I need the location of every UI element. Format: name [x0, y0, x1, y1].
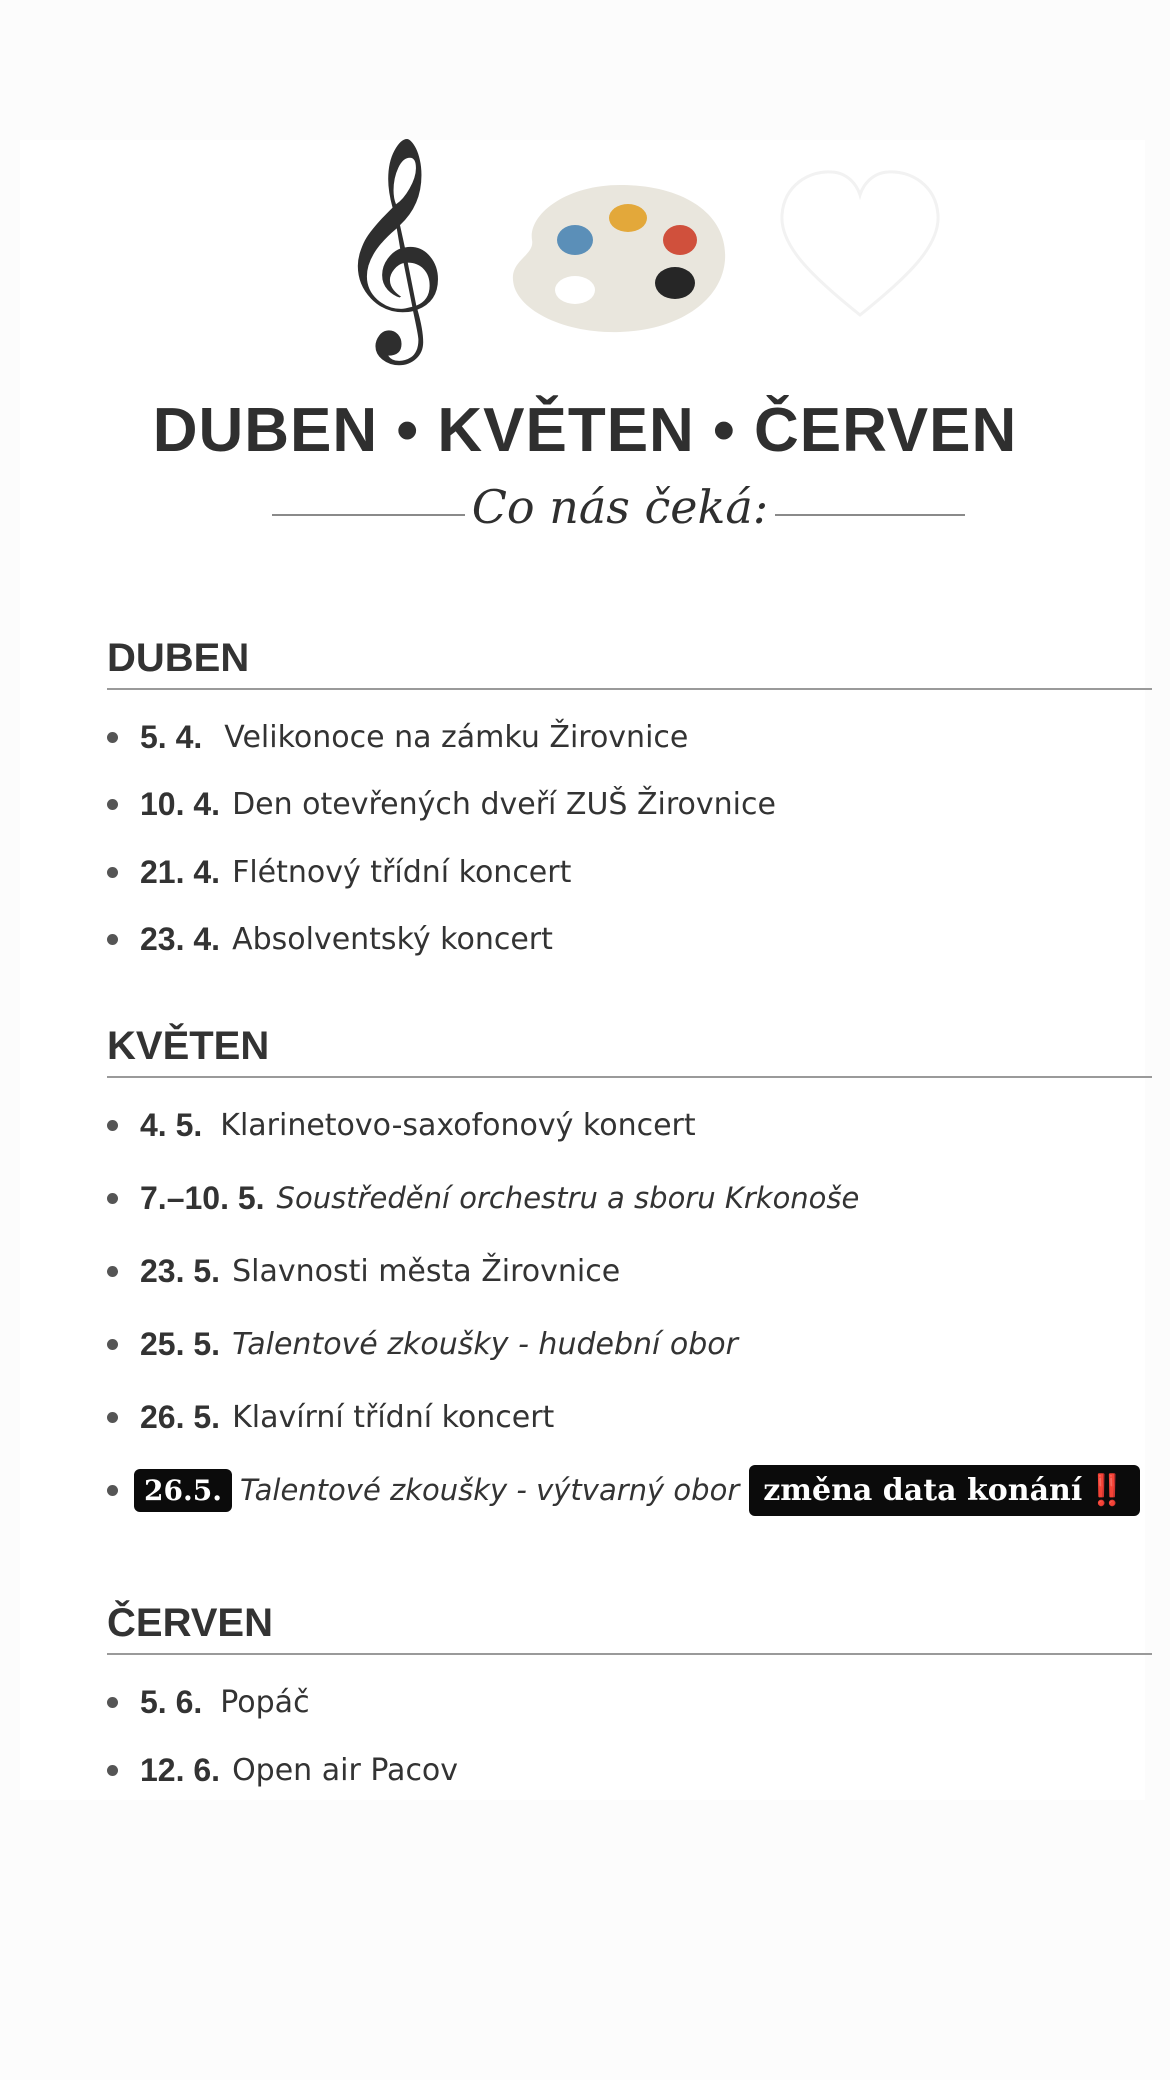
- event-date: 25. 5.: [140, 1325, 221, 1362]
- event-date: 12. 6.: [140, 1751, 221, 1788]
- event-title: Klarinetovo-saxofonový koncert: [220, 1107, 696, 1143]
- list-item: [107, 712, 688, 762]
- bullet-icon: [107, 1266, 118, 1277]
- section-heading: DUBEN: [107, 632, 1152, 690]
- event-title: Slavnosti města Žirovnice: [232, 1253, 621, 1289]
- bullet-icon: [107, 1193, 118, 1204]
- bullet-icon: [107, 1120, 118, 1131]
- header-icons: [0, 134, 1170, 355]
- double-exclamation-icon: ‼️: [1088, 1472, 1126, 1508]
- subtitle-divider-right: [775, 514, 965, 516]
- page-title: DUBEN • KVĚTEN • ČERVEN: [152, 396, 1018, 465]
- list-item: [107, 779, 776, 829]
- event-date: 21. 4.: [140, 853, 221, 890]
- section-heading: KVĚTEN: [107, 1020, 1152, 1078]
- event-date: 4. 5.: [140, 1106, 203, 1143]
- event-title: Open air Pacov: [232, 1752, 459, 1788]
- bullet-icon: [107, 867, 118, 878]
- event-title: Velikonoce na zámku Žirovnice: [224, 719, 689, 755]
- bullet-icon: [107, 1765, 118, 1776]
- event-date: 23. 5.: [140, 1252, 221, 1289]
- list-item-highlighted: [107, 1465, 1140, 1515]
- section-may: [107, 1020, 1152, 1508]
- list-item: [107, 1745, 458, 1795]
- event-title: Talentové zkoušky - výtvarný obor: [239, 1473, 740, 1507]
- subtitle-divider-left: [272, 514, 465, 516]
- event-date: 5. 6.: [140, 1683, 203, 1720]
- bullet-icon: [107, 799, 118, 810]
- section-heading: ČERVEN: [107, 1597, 1152, 1655]
- event-title: Klavírní třídní koncert: [232, 1399, 555, 1435]
- event-date: 5. 4.: [140, 718, 203, 755]
- bullet-icon: [107, 1697, 118, 1708]
- list-item: [107, 1173, 859, 1223]
- bullet-icon: [107, 1485, 118, 1496]
- event-date: 10. 4.: [140, 785, 221, 822]
- section-june: [107, 1597, 1152, 1788]
- list-item: [107, 914, 553, 964]
- bullet-icon: [107, 1412, 118, 1423]
- date-badge: 26.5.: [134, 1469, 232, 1512]
- date-change-text: změna data konání: [763, 1472, 1083, 1508]
- event-title: Absolventský koncert: [232, 921, 553, 957]
- subtitle-row: [0, 480, 1170, 540]
- event-date: 7.–10. 5.: [140, 1179, 265, 1216]
- list-item: [107, 1319, 738, 1369]
- event-title: Den otevřených dveří ZUŠ Žirovnice: [232, 786, 776, 822]
- event-date: 23. 4.: [140, 920, 221, 957]
- event-title: Popáč: [220, 1684, 310, 1720]
- event-title: Flétnový třídní koncert: [232, 854, 572, 890]
- date-change-badge: [749, 1465, 1139, 1516]
- poster-card: [20, 134, 1145, 1800]
- list-item: [107, 847, 571, 897]
- bullet-icon: [107, 934, 118, 945]
- event-title: Soustředění orchestru a sboru Krkonoše: [276, 1181, 860, 1215]
- list-item: [107, 1100, 696, 1150]
- subtitle: Co nás čeká:: [471, 480, 769, 534]
- list-item: [107, 1392, 554, 1442]
- treble-clef-icon: 𝄞: [335, 134, 448, 355]
- list-item: [107, 1246, 620, 1296]
- bullet-icon: [107, 732, 118, 743]
- event-title: Talentové zkoušky - hudební obor: [232, 1326, 738, 1362]
- paint-palette-icon: [510, 180, 730, 340]
- section-april: [107, 632, 1152, 957]
- event-date: 26. 5.: [140, 1398, 221, 1435]
- bullet-icon: [107, 1339, 118, 1350]
- heart-icon: [770, 160, 950, 330]
- list-item: [107, 1677, 310, 1727]
